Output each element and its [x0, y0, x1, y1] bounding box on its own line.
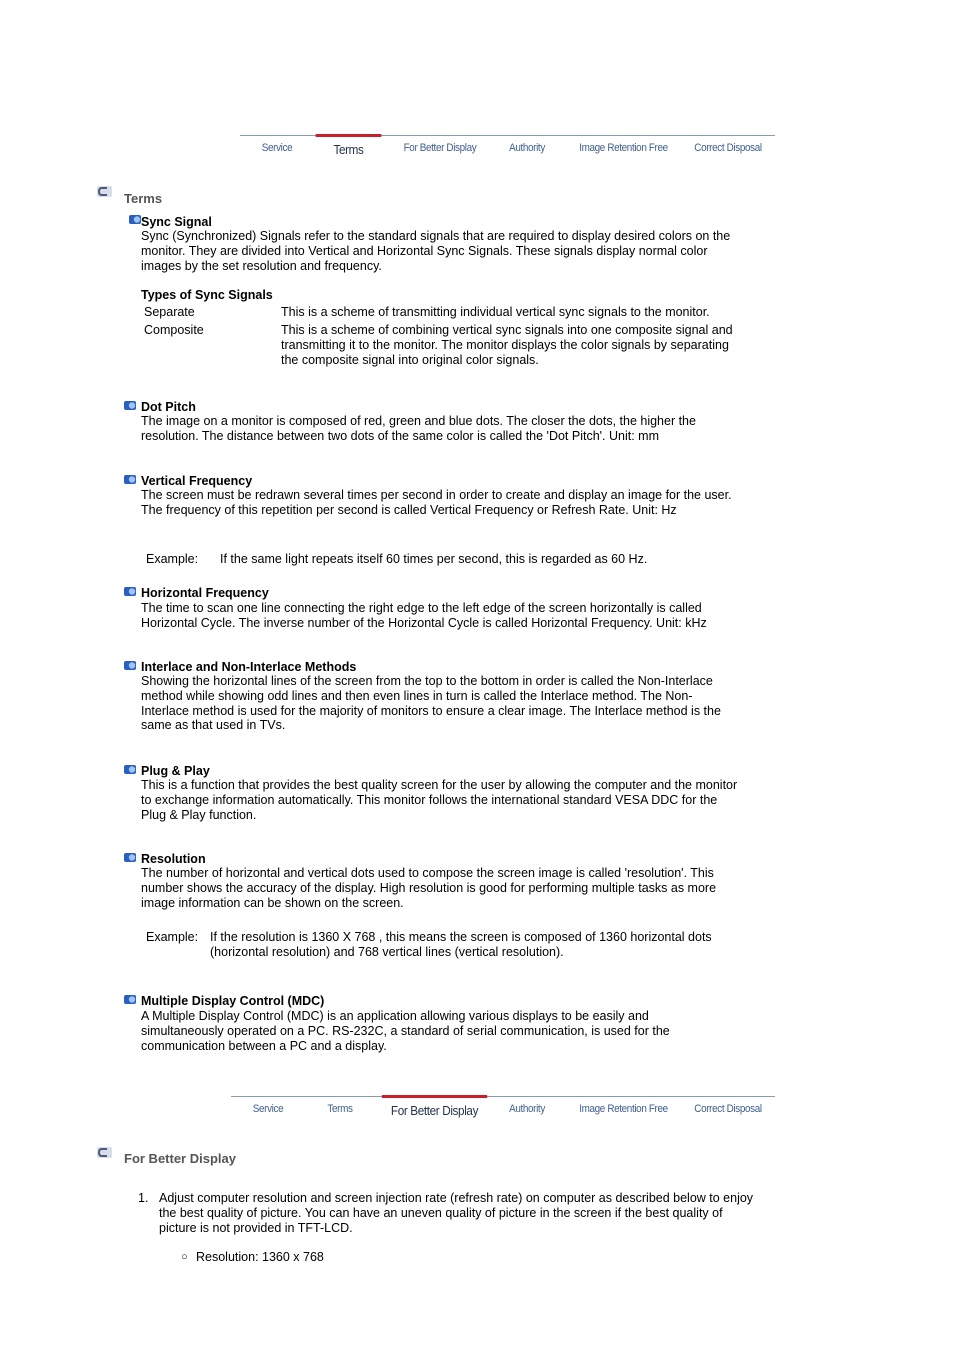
mdc-text: A Multiple Display Control (MDC) is an application allowing various displays to be easily and simultaneously operated on a PC. RS-232C, a standard of serial communication, is used for the communication between a PC and a display. [141, 1009, 670, 1053]
bullet-icon [124, 586, 138, 597]
tab-authority[interactable]: Authority [509, 142, 545, 154]
tab-for-better-display[interactable]: For Better Display [382, 1095, 487, 1126]
better-display-section-title: For Better Display [124, 1151, 236, 1166]
terms-section-title: Terms [124, 191, 163, 206]
tab-image-retention-free[interactable]: Image Retention Free [579, 1103, 668, 1115]
example-label: Example: [146, 552, 199, 566]
plug-play-title: Plug & Play [141, 764, 210, 778]
top-nav [240, 135, 775, 165]
tab-correct-disposal[interactable]: Correct Disposal [694, 142, 762, 154]
plug-play-text: This is a function that provides the best quality screen for the user by allowing the computer and the monitor to exchange information automatically. This monitor follows the international standard VESA DDC for the Plug & Play function. [141, 778, 738, 822]
example-text: If the same light repeats itself 60 times per second, this is regarded as 60 Hz. [220, 552, 648, 566]
bullet-icon [124, 764, 138, 775]
mdc-title: Multiple Display Control (MDC) [141, 994, 325, 1008]
sync-types-title: Types of Sync Signals [141, 288, 273, 302]
tab-correct-disposal[interactable]: Correct Disposal [694, 1103, 762, 1115]
dot-pitch-title: Dot Pitch [141, 400, 196, 414]
example-text: If the resolution is 1360 X 768 , this means the screen is composed of 1360 horizontal dots (horizontal resolution) and 768 vertical lines (vertical resolution). [210, 930, 712, 959]
bullet-icon [124, 400, 138, 411]
bullet-icon [124, 474, 138, 485]
resolution-title: Resolution [141, 852, 206, 866]
sub-list-item-text: Resolution: 1360 x 768 [196, 1250, 324, 1264]
tab-service[interactable]: Service [252, 1103, 284, 1115]
tab-image-retention-free[interactable]: Image Retention Free [579, 142, 668, 154]
list-number: 1. [138, 1191, 149, 1205]
horizontal-frequency-title: Horizontal Frequency [141, 586, 269, 600]
tab-terms[interactable]: Terms [316, 134, 382, 165]
section-icon [97, 186, 112, 197]
sync-type-desc: This is a scheme of transmitting individual vertical sync signals to the monitor. [281, 305, 710, 319]
interlace-title: Interlace and Non-Interlace Methods [141, 660, 357, 674]
sync-type-name: Separate [144, 305, 195, 319]
resolution-text: The number of horizontal and vertical dots used to compose the screen image is called 'resolution'. This number shows the accuracy of the display. High resolution is good for performing multiple tasks as more image information can be shown on the screen. [141, 866, 717, 910]
vertical-frequency-text: The screen must be redrawn several times per second in order to create and display an image for the user. The frequency of this repetition per second is called Vertical Frequency or Refresh Rate. Unit: Hz [141, 488, 732, 517]
tab-terms[interactable]: Terms [327, 1103, 353, 1115]
vertical-frequency-title: Vertical Frequency [141, 474, 253, 488]
sync-type-desc: This is a scheme of combining vertical sync signals into one composite signal and transmitting it to the monitor. The monitor displays the color signals by separating the composite signal into original color signals. [281, 323, 733, 367]
dot-pitch-text: The image on a monitor is composed of red, green and blue dots. The closer the dots, the higher the resolution. The distance between two dots of the same color is called the 'Dot Pitch'. Unit: mm [141, 414, 696, 443]
section-icon [97, 1147, 112, 1158]
sync-signal-text: Sync (Synchronized) Signals refer to the standard signals that are required to display desired colors on the monitor. They are divided into Vertical and Horizontal Sync Signals. These signals display normal color images by the set resolution and frequency. [141, 229, 731, 273]
tab-authority[interactable]: Authority [509, 1103, 545, 1115]
sub-bullet: ○ [181, 1251, 188, 1263]
bottom-nav [231, 1096, 775, 1126]
bullet-icon [124, 852, 138, 863]
tab-for-better-display[interactable]: For Better Display [403, 142, 477, 154]
list-item-text: Adjust computer resolution and screen injection rate (refresh rate) on computer as described below to enjoy the best quality of picture. You can have an uneven quality of picture in the screen if the best quality of picture is not provided in TFT-LCD. [159, 1191, 754, 1235]
interlace-text: Showing the horizontal lines of the screen from the top to the bottom in order is called the Non-Interlace method while showing odd lines and then even lines in turn is called the Interlace method. The Non-Interlace method is used for the majority of monitors to ensure a clear image. The Interlace method is the same as that used in TVs. [141, 674, 721, 733]
horizontal-frequency-text: The time to scan one line connecting the right edge to the left edge of the screen horizontally is called Horizontal Cycle. The inverse number of the Horizontal Cycle is called Horizontal Frequency. Unit: kHz [141, 601, 707, 630]
example-label: Example: [146, 930, 199, 944]
sync-type-name: Composite [144, 323, 204, 337]
bullet-icon [124, 660, 138, 671]
sync-signal-title: Sync Signal [141, 215, 212, 229]
tab-service[interactable]: Service [261, 142, 293, 154]
bullet-icon [124, 994, 138, 1005]
